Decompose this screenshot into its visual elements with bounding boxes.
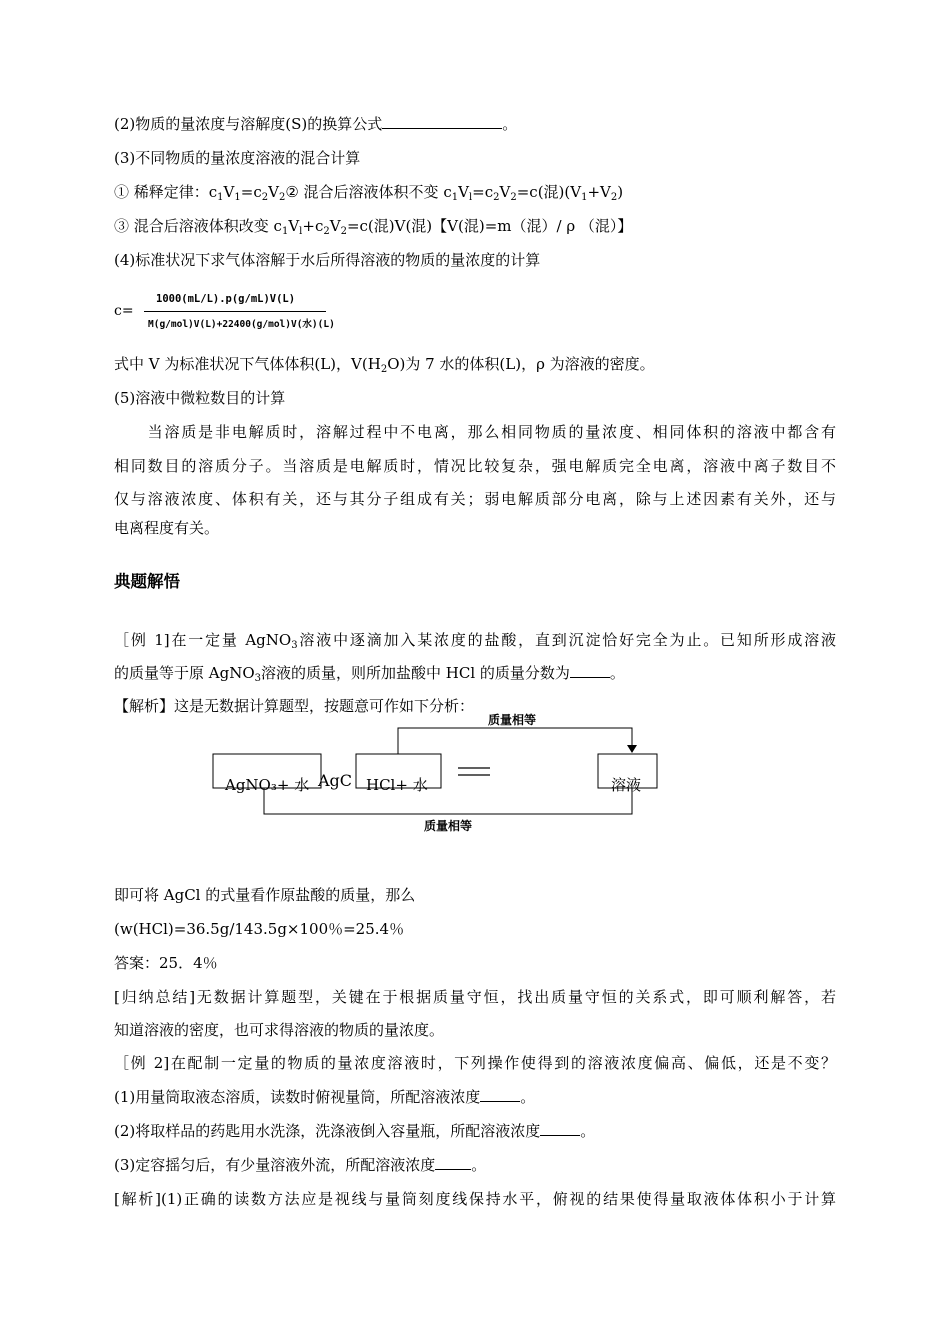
- formula-lhs: c=: [114, 303, 134, 319]
- answer-blank: [382, 114, 502, 129]
- example1-line2: 的质量等于原 AgNO$_3$溶液的质量，则所加盐酸中 HCl 的质量分数为 。: [114, 664, 625, 684]
- example2-analysis: [解析](1)正确的读数方法应是视线与量筒刻度线保持水平，俯视的结果使得量取液体体积小于计算: [114, 1190, 836, 1208]
- example1-analysis: 【解析】这是无数据计算题型，按题意可作如下分析：: [114, 697, 475, 715]
- line-gas-dissolution: (4)标准状况下求气体溶解于水后所得溶液的物质的量浓度的计算: [114, 251, 541, 269]
- example2-intro: ［例 2]在配制一定量的物质的量浓度溶液时，下列操作使得到的溶液浓度偏高、偏低，还是不变？: [114, 1054, 836, 1072]
- answer-blank: [570, 663, 610, 678]
- box-agno3-label: AgNO₃+ 水: [225, 776, 310, 794]
- answer-blank: [540, 1121, 580, 1136]
- fraction-bar: [144, 311, 326, 312]
- box-agno3: [213, 754, 321, 788]
- example2-q2: (2)将取样品的药匙用水洗涤，洗涤液倒入容量瓶，所配溶液浓度 。: [114, 1122, 596, 1140]
- top-mass-equal-label: 质量相等: [488, 713, 537, 727]
- paragraph-line: 电离程度有关。: [114, 519, 220, 537]
- line-conversion-formula: (2)物质的量浓度与溶解度(S)的换算公式 。: [114, 115, 518, 133]
- answer-line: 答案：25．4％: [114, 954, 218, 972]
- agcl-label: AgC: [318, 771, 353, 790]
- box-hcl-label: HCl+ 水: [366, 776, 428, 794]
- line-dilution-law: ① 稀释定律：$c_1V_1=c_2V_2②$ 混合后溶液体积不变 $c_1V_l=c_2V_2=c$(混)$(V_1+V_2)$: [114, 183, 624, 203]
- after-line: (w(HCl)=36.5g/143.5g×100％=25.4％: [114, 920, 405, 938]
- summary-line: 知道溶液的密度，也可求得溶液的物质的量浓度。: [114, 1021, 445, 1039]
- answer-blank: [435, 1155, 471, 1170]
- box-hcl: [356, 754, 441, 788]
- answer-blank: [480, 1087, 520, 1102]
- line-formula-note: 式中 V 为标准状况下气体体积(L)，$V(H_2O)$为 7 水的体积(L)，ρ 为溶液的密度。: [114, 355, 655, 375]
- arrow-down-icon: [627, 745, 637, 753]
- line-volume-change: ③ 混合后溶液体积改变 $c_1V_l+c_2V_2=c$(混)V(混)【V(混)=m（混）/ ρ （混）】: [114, 217, 633, 237]
- formula-numerator: 1000(mL/L).p(g/mL)V(L): [156, 293, 296, 305]
- summary-line: [归纳总结]无数据计算题型，关键在于根据质量守恒，找出质量守恒的关系式，即可顺利解答，若: [114, 988, 836, 1006]
- after-line: 即可将 AgCl 的式量看作原盐酸的质量，那么: [114, 886, 416, 904]
- paragraph-line: 相同数目的溶质分子。当溶质是电解质时，情况比较复杂，强电解质完全电离，溶液中离子数目不: [114, 457, 836, 475]
- paragraph-line: 仅与溶液浓度、体积有关，还与其分子组成有关；弱电解质部分电离，除与上述因素有关外，还与: [114, 490, 836, 508]
- section-heading: 典题解悟: [114, 572, 180, 591]
- top-bracket: [398, 728, 632, 754]
- paragraph-line: 当溶质是非电解质时，溶解过程中不电离，那么相同物质的量浓度、相同体积的溶液中都含有: [114, 423, 836, 441]
- bottom-mass-equal-label: 质量相等: [424, 819, 473, 833]
- bottom-bracket: [264, 788, 632, 814]
- line-particle-count: (5)溶液中微粒数目的计算: [114, 389, 286, 407]
- line-mixing-calc: (3)不同物质的量浓度溶液的混合计算: [114, 149, 361, 167]
- example2-q3: (3)定容摇匀后，有少量溶液外流，所配溶液浓度 。: [114, 1156, 487, 1174]
- box-solution-label: 溶液: [611, 776, 642, 794]
- formula-denominator: M(g/mol)V(L)+22400(g/mol)V(水)(L): [148, 319, 335, 330]
- box-solution: [598, 754, 657, 788]
- example2-q1: (1)用量筒取液态溶质，读数时俯视量筒，所配溶液浓度 。: [114, 1088, 536, 1106]
- example1-line1: ［例 1]在一定量 AgNO$_3$溶液中逐滴加入某浓度的盐酸，直到沉淀恰好完全为止。已知所形成溶液: [114, 631, 836, 651]
